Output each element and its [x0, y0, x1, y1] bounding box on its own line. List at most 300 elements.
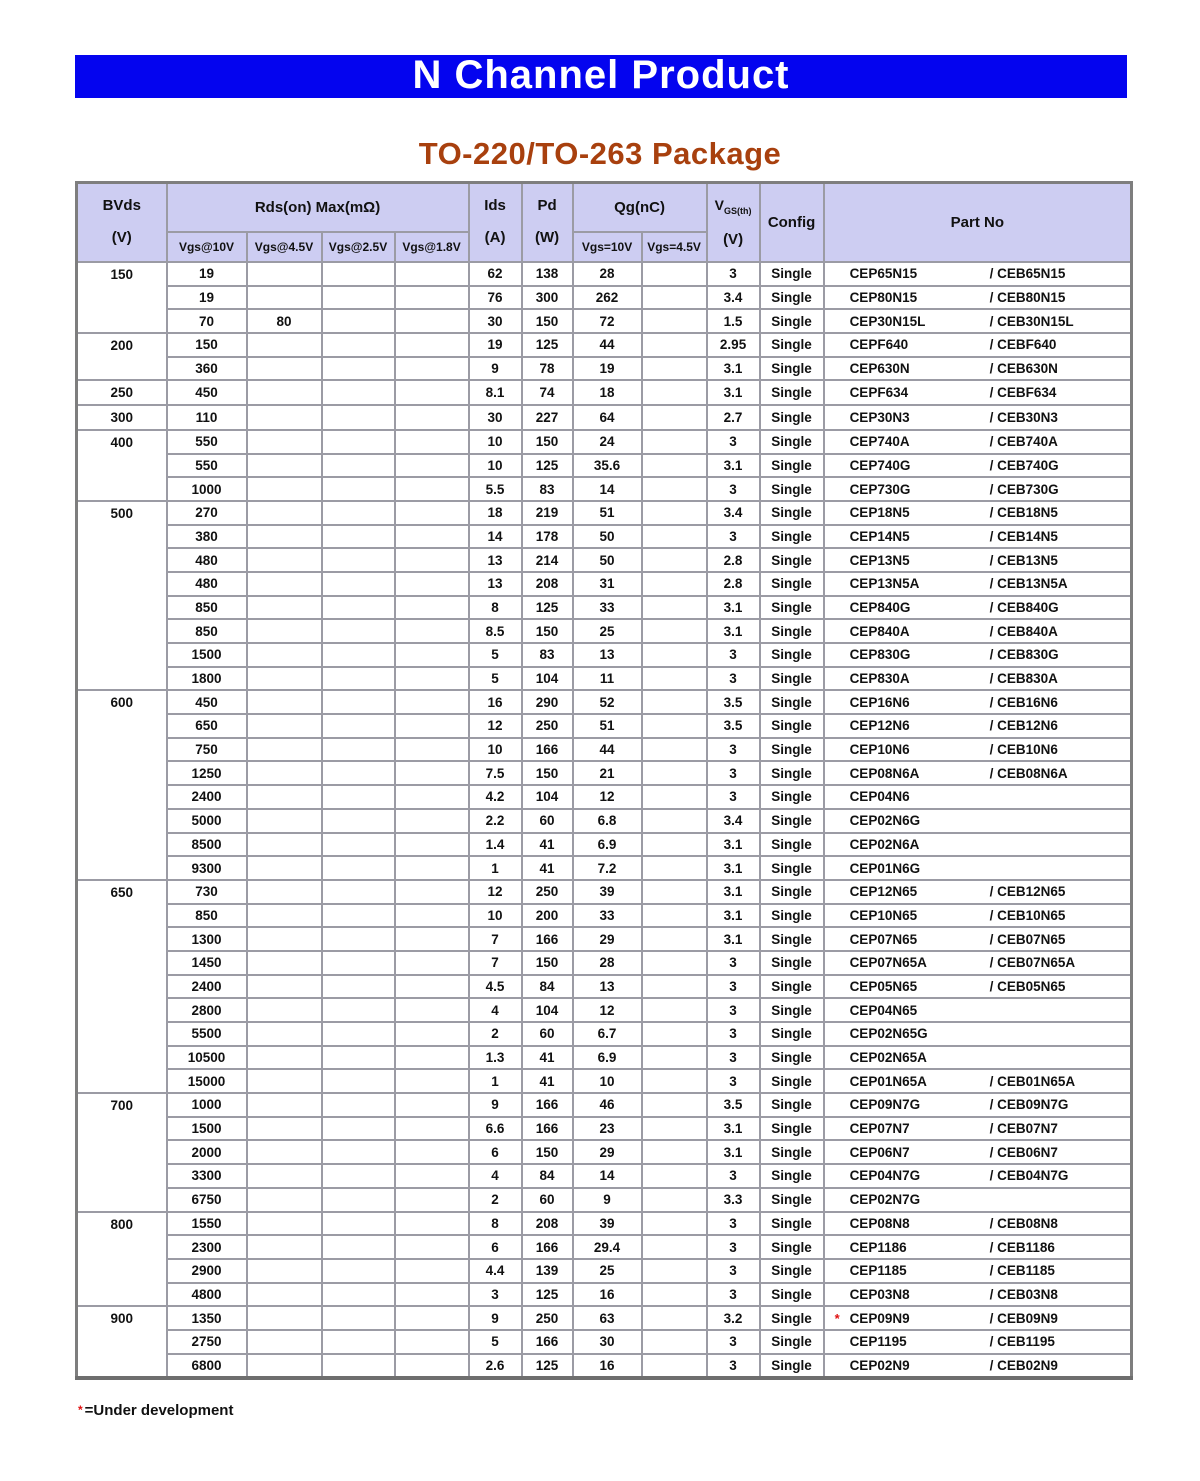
cell-ids: 9 — [469, 1306, 522, 1330]
cell-rds18 — [395, 1235, 469, 1259]
cell-pd: 290 — [522, 690, 573, 714]
table-row — [77, 357, 1132, 381]
cell-config: Single — [760, 525, 824, 549]
cell-rds10: 15000 — [167, 1069, 247, 1093]
table-row — [77, 1212, 1132, 1236]
header-bvds: BVds (V) — [77, 183, 167, 263]
cell-ids: 2 — [469, 1022, 522, 1046]
cell-part-no — [824, 880, 1132, 904]
cell-pd: 150 — [522, 761, 573, 785]
table-row — [77, 951, 1132, 975]
cell-rds18 — [395, 454, 469, 478]
part-number-alt: / CEB10N6 — [989, 742, 1058, 758]
cell-config: Single — [760, 262, 824, 286]
cell-rds18 — [395, 1306, 469, 1330]
cell-pd: 166 — [522, 927, 573, 951]
cell-rds25 — [322, 357, 395, 381]
table-row — [77, 667, 1132, 691]
cell-vth: 3 — [707, 1046, 760, 1070]
part-number-primary: CEP09N9 — [849, 1310, 910, 1326]
cell-qg45 — [642, 690, 707, 714]
part-number-alt: / CEBF634 — [989, 385, 1057, 401]
cell-config: Single — [760, 880, 824, 904]
cell-vth: 2.95 — [707, 333, 760, 357]
part-number-primary: CEP12N6 — [849, 718, 910, 734]
cell-ids: 14 — [469, 525, 522, 549]
cell-config: Single — [760, 619, 824, 643]
cell-vth: 3.5 — [707, 714, 760, 738]
cell-rds45 — [247, 927, 322, 951]
cell-qg45 — [642, 1117, 707, 1141]
header-ids: Ids (A) — [469, 183, 522, 263]
cell-rds25 — [322, 761, 395, 785]
cell-rds10: 3300 — [167, 1164, 247, 1188]
part-number-primary: CEP02N7G — [849, 1192, 921, 1208]
cell-rds18 — [395, 643, 469, 667]
cell-pd: 125 — [522, 454, 573, 478]
cell-qg10: 29.4 — [573, 1235, 642, 1259]
cell-config: Single — [760, 1283, 824, 1307]
cell-rds25 — [322, 809, 395, 833]
part-number-alt: / CEB730G — [989, 481, 1059, 497]
cell-rds25 — [322, 1354, 395, 1379]
cell-ids: 10 — [469, 430, 522, 454]
cell-config: Single — [760, 1235, 824, 1259]
cell-qg10: 33 — [573, 596, 642, 620]
cell-qg10: 51 — [573, 501, 642, 525]
cell-ids: 1.4 — [469, 833, 522, 857]
cell-qg45 — [642, 548, 707, 572]
cell-rds10: 1000 — [167, 477, 247, 501]
cell-qg45 — [642, 430, 707, 454]
cell-rds18 — [395, 1259, 469, 1283]
cell-config: Single — [760, 643, 824, 667]
cell-ids: 7.5 — [469, 761, 522, 785]
cell-rds45 — [247, 477, 322, 501]
cell-pd: 208 — [522, 1212, 573, 1236]
cell-qg45 — [642, 405, 707, 430]
cell-rds45 — [247, 785, 322, 809]
cell-ids: 12 — [469, 714, 522, 738]
cell-part-no — [824, 454, 1132, 478]
cell-rds10: 1550 — [167, 1212, 247, 1236]
cell-vth: 3 — [707, 1164, 760, 1188]
cell-rds45 — [247, 430, 322, 454]
part-number-primary: CEP02N6A — [849, 836, 920, 852]
bvds-group-label: 200 — [77, 333, 167, 380]
cell-part-no — [824, 643, 1132, 667]
cell-qg10: 14 — [573, 477, 642, 501]
cell-rds18 — [395, 880, 469, 904]
bvds-group-label: 700 — [77, 1093, 167, 1211]
cell-part-no — [824, 785, 1132, 809]
cell-qg45 — [642, 333, 707, 357]
cell-pd: 178 — [522, 525, 573, 549]
part-number-alt: / CEB1195 — [989, 1334, 1055, 1350]
cell-rds45 — [247, 1188, 322, 1212]
cell-rds18 — [395, 286, 469, 310]
part-number-primary: CEP1195 — [849, 1334, 907, 1350]
cell-ids: 4.5 — [469, 975, 522, 999]
cell-rds10: 270 — [167, 501, 247, 525]
cell-qg45 — [642, 1259, 707, 1283]
cell-config: Single — [760, 1330, 824, 1354]
part-number-alt: / CEB630N — [989, 361, 1058, 377]
cell-rds45 — [247, 380, 322, 405]
cell-ids: 3 — [469, 1283, 522, 1307]
cell-rds25 — [322, 1046, 395, 1070]
table-row — [77, 761, 1132, 785]
cell-ids: 10 — [469, 904, 522, 928]
cell-qg10: 6.8 — [573, 809, 642, 833]
cell-rds45 — [247, 286, 322, 310]
cell-pd: 84 — [522, 1164, 573, 1188]
cell-config: Single — [760, 477, 824, 501]
cell-rds25 — [322, 1117, 395, 1141]
cell-config: Single — [760, 357, 824, 381]
cell-rds45 — [247, 1046, 322, 1070]
cell-part-no — [824, 690, 1132, 714]
cell-rds25 — [322, 667, 395, 691]
cell-rds25 — [322, 1212, 395, 1236]
cell-vth: 3 — [707, 1212, 760, 1236]
cell-rds25 — [322, 286, 395, 310]
cell-rds10: 380 — [167, 525, 247, 549]
cell-rds10: 480 — [167, 548, 247, 572]
cell-vth: 3 — [707, 477, 760, 501]
cell-rds18 — [395, 1188, 469, 1212]
cell-qg10: 18 — [573, 380, 642, 405]
cell-config: Single — [760, 738, 824, 762]
part-number-alt: / CEB08N8 — [989, 1215, 1058, 1231]
cell-vth: 3.4 — [707, 809, 760, 833]
table-header — [77, 183, 1132, 263]
cell-rds45 — [247, 1354, 322, 1379]
cell-config: Single — [760, 1188, 824, 1212]
cell-rds10: 1300 — [167, 927, 247, 951]
cell-ids: 4.2 — [469, 785, 522, 809]
part-number-alt: / CEB07N7 — [989, 1121, 1058, 1137]
cell-qg45 — [642, 998, 707, 1022]
cell-qg45 — [642, 1330, 707, 1354]
cell-ids: 1 — [469, 1069, 522, 1093]
part-number-primary: CEP02N9 — [849, 1357, 910, 1373]
part-number-primary: CEP02N65G — [849, 1026, 928, 1042]
cell-rds10: 110 — [167, 405, 247, 430]
cell-rds25 — [322, 690, 395, 714]
cell-vth: 3.1 — [707, 596, 760, 620]
cell-rds10: 550 — [167, 454, 247, 478]
cell-config: Single — [760, 596, 824, 620]
cell-qg45 — [642, 714, 707, 738]
part-number-alt: / CEB16N6 — [989, 694, 1058, 710]
cell-config: Single — [760, 951, 824, 975]
cell-config: Single — [760, 380, 824, 405]
cell-qg45 — [642, 904, 707, 928]
part-number-primary: CEP03N8 — [849, 1286, 910, 1302]
cell-rds18 — [395, 430, 469, 454]
cell-pd: 83 — [522, 643, 573, 667]
cell-rds45 — [247, 357, 322, 381]
cell-pd: 60 — [522, 809, 573, 833]
part-number-primary: CEP08N8 — [849, 1215, 910, 1231]
cell-vth: 3 — [707, 643, 760, 667]
cell-rds10: 550 — [167, 430, 247, 454]
cell-config: Single — [760, 1022, 824, 1046]
cell-rds45 — [247, 1235, 322, 1259]
table-row — [77, 572, 1132, 596]
cell-rds10: 730 — [167, 880, 247, 904]
table-row — [77, 927, 1132, 951]
cell-qg45 — [642, 1046, 707, 1070]
cell-rds18 — [395, 572, 469, 596]
bvds-group-label: 300 — [77, 405, 167, 430]
part-number-alt: / CEB02N9 — [989, 1357, 1058, 1373]
cell-config: Single — [760, 927, 824, 951]
cell-rds45 — [247, 833, 322, 857]
cell-rds10: 19 — [167, 262, 247, 286]
part-number-primary: CEP840A — [849, 623, 910, 639]
table-row — [77, 525, 1132, 549]
cell-pd: 208 — [522, 572, 573, 596]
cell-rds18 — [395, 1354, 469, 1379]
cell-rds10: 4800 — [167, 1283, 247, 1307]
table-row — [77, 454, 1132, 478]
cell-ids: 30 — [469, 309, 522, 333]
cell-rds45 — [247, 951, 322, 975]
cell-rds18 — [395, 690, 469, 714]
cell-pd: 166 — [522, 1235, 573, 1259]
cell-rds45 — [247, 262, 322, 286]
part-number-alt: / CEB05N65 — [989, 978, 1066, 994]
cell-config: Single — [760, 309, 824, 333]
cell-rds45 — [247, 501, 322, 525]
cell-qg10: 44 — [573, 333, 642, 357]
cell-qg10: 28 — [573, 951, 642, 975]
cell-ids: 8.1 — [469, 380, 522, 405]
part-number-primary: CEP1186 — [849, 1239, 907, 1255]
cell-vth: 3.1 — [707, 380, 760, 405]
table-row — [77, 1069, 1132, 1093]
cell-vth: 3.1 — [707, 833, 760, 857]
cell-ids: 30 — [469, 405, 522, 430]
cell-part-no — [824, 904, 1132, 928]
cell-vth: 3 — [707, 761, 760, 785]
table-row — [77, 1306, 1132, 1330]
cell-config: Single — [760, 501, 824, 525]
cell-rds18 — [395, 1330, 469, 1354]
cell-rds18 — [395, 477, 469, 501]
cell-part-no — [824, 1354, 1132, 1379]
cell-rds45 — [247, 1330, 322, 1354]
part-number-alt: / CEB840G — [989, 599, 1059, 615]
cell-rds25 — [322, 548, 395, 572]
cell-ids: 5.5 — [469, 477, 522, 501]
cell-part-no — [824, 738, 1132, 762]
cell-rds45 — [247, 1140, 322, 1164]
cell-vth: 3 — [707, 975, 760, 999]
table-row — [77, 548, 1132, 572]
table-row — [77, 880, 1132, 904]
cell-ids: 4 — [469, 998, 522, 1022]
header-vgs-1v8: Vgs@1.8V — [395, 232, 469, 262]
cell-rds10: 8500 — [167, 833, 247, 857]
cell-part-no — [824, 998, 1132, 1022]
cell-config: Single — [760, 998, 824, 1022]
cell-rds18 — [395, 833, 469, 857]
cell-rds18 — [395, 856, 469, 880]
part-number-alt: / CEB01N65A — [989, 1073, 1076, 1089]
cell-part-no — [824, 309, 1132, 333]
cell-qg10: 9 — [573, 1188, 642, 1212]
table-row — [77, 1330, 1132, 1354]
cell-qg45 — [642, 927, 707, 951]
cell-rds10: 2900 — [167, 1259, 247, 1283]
product-table — [75, 181, 1133, 1380]
part-number-primary: CEP1185 — [849, 1263, 907, 1279]
cell-pd: 41 — [522, 833, 573, 857]
part-number-alt: / CEB80N15 — [989, 290, 1066, 306]
cell-qg10: 12 — [573, 998, 642, 1022]
cell-qg10: 39 — [573, 880, 642, 904]
cell-vth: 1.5 — [707, 309, 760, 333]
cell-qg10: 33 — [573, 904, 642, 928]
cell-rds18 — [395, 927, 469, 951]
cell-part-no — [824, 714, 1132, 738]
table-row — [77, 1093, 1132, 1117]
cell-rds18 — [395, 1140, 469, 1164]
cell-qg45 — [642, 975, 707, 999]
part-number-alt: / CEB09N7G — [989, 1097, 1069, 1113]
cell-rds25 — [322, 1069, 395, 1093]
cell-rds18 — [395, 904, 469, 928]
cell-config: Single — [760, 1212, 824, 1236]
part-number-alt: / CEB30N3 — [989, 409, 1058, 425]
part-number-alt: / CEB14N5 — [989, 528, 1058, 544]
cell-config: Single — [760, 286, 824, 310]
cell-vth: 3 — [707, 1259, 760, 1283]
part-number-primary: CEP13N5 — [849, 552, 910, 568]
part-number-primary: CEP840G — [849, 599, 911, 615]
part-number-alt: / CEB65N15 — [989, 266, 1066, 282]
cell-qg10: 64 — [573, 405, 642, 430]
cell-rds25 — [322, 1259, 395, 1283]
cell-rds45 — [247, 643, 322, 667]
cell-config: Single — [760, 1164, 824, 1188]
cell-qg45 — [642, 262, 707, 286]
cell-pd: 250 — [522, 880, 573, 904]
cell-pd: 219 — [522, 501, 573, 525]
cell-vth: 3 — [707, 262, 760, 286]
cell-vth: 3.2 — [707, 1306, 760, 1330]
cell-qg10: 24 — [573, 430, 642, 454]
cell-qg45 — [642, 357, 707, 381]
part-number-primary: CEP10N6 — [849, 742, 910, 758]
part-number-alt: / CEB740A — [989, 434, 1058, 450]
cell-qg45 — [642, 1069, 707, 1093]
cell-config: Single — [760, 405, 824, 430]
cell-rds18 — [395, 525, 469, 549]
cell-qg45 — [642, 286, 707, 310]
part-number-alt: / CEB830G — [989, 647, 1059, 663]
cell-config: Single — [760, 548, 824, 572]
cell-vth: 3.3 — [707, 1188, 760, 1212]
cell-pd: 104 — [522, 667, 573, 691]
table-row — [77, 405, 1132, 430]
part-number-primary: CEP630N — [849, 361, 910, 377]
cell-vth: 3.1 — [707, 357, 760, 381]
cell-pd: 150 — [522, 309, 573, 333]
cell-pd: 125 — [522, 596, 573, 620]
table-row — [77, 619, 1132, 643]
cell-vth: 3 — [707, 998, 760, 1022]
part-number-alt: / CEB10N65 — [989, 907, 1066, 923]
cell-rds18 — [395, 309, 469, 333]
cell-rds18 — [395, 262, 469, 286]
cell-config: Single — [760, 904, 824, 928]
cell-qg45 — [642, 501, 707, 525]
table-row — [77, 596, 1132, 620]
cell-pd: 125 — [522, 1354, 573, 1379]
part-number-primary: CEP07N65A — [849, 955, 927, 971]
part-number-primary: CEP12N65 — [849, 884, 918, 900]
part-number-primary: CEP830G — [849, 647, 911, 663]
table-row — [77, 309, 1132, 333]
cell-part-no — [824, 1212, 1132, 1236]
part-number-primary: CEP80N15 — [849, 290, 918, 306]
part-number-alt: / CEB09N9 — [989, 1310, 1058, 1326]
cell-qg10: 29 — [573, 927, 642, 951]
cell-rds10: 150 — [167, 333, 247, 357]
part-number-primary: CEP10N65 — [849, 907, 918, 923]
cell-rds18 — [395, 809, 469, 833]
cell-ids: 9 — [469, 357, 522, 381]
cell-rds25 — [322, 309, 395, 333]
cell-config: Single — [760, 1117, 824, 1141]
cell-rds10: 6800 — [167, 1354, 247, 1379]
part-number-alt: / CEB830A — [989, 671, 1058, 687]
cell-qg45 — [642, 619, 707, 643]
cell-ids: 16 — [469, 690, 522, 714]
cell-rds10: 850 — [167, 619, 247, 643]
cell-rds10: 1500 — [167, 643, 247, 667]
cell-rds18 — [395, 975, 469, 999]
cell-qg10: 13 — [573, 643, 642, 667]
cell-ids: 2.6 — [469, 1354, 522, 1379]
cell-rds45 — [247, 856, 322, 880]
cell-ids: 10 — [469, 738, 522, 762]
cell-rds18 — [395, 667, 469, 691]
cell-rds25 — [322, 927, 395, 951]
part-number-primary: CEP14N5 — [849, 528, 910, 544]
package-title: TO-220/TO-263 Package — [418, 136, 782, 171]
cell-rds18 — [395, 738, 469, 762]
cell-qg10: 25 — [573, 619, 642, 643]
cell-ids: 1 — [469, 856, 522, 880]
cell-vth: 3 — [707, 525, 760, 549]
cell-vth: 3.4 — [707, 501, 760, 525]
cell-qg45 — [642, 454, 707, 478]
part-number-alt: / CEB30N15L — [989, 313, 1074, 329]
cell-pd: 300 — [522, 286, 573, 310]
part-number-alt: / CEB12N6 — [989, 718, 1058, 734]
table-row — [77, 975, 1132, 999]
cell-rds25 — [322, 880, 395, 904]
cell-rds10: 750 — [167, 738, 247, 762]
cell-rds18 — [395, 548, 469, 572]
cell-qg10: 6.9 — [573, 833, 642, 857]
cell-pd: 84 — [522, 975, 573, 999]
